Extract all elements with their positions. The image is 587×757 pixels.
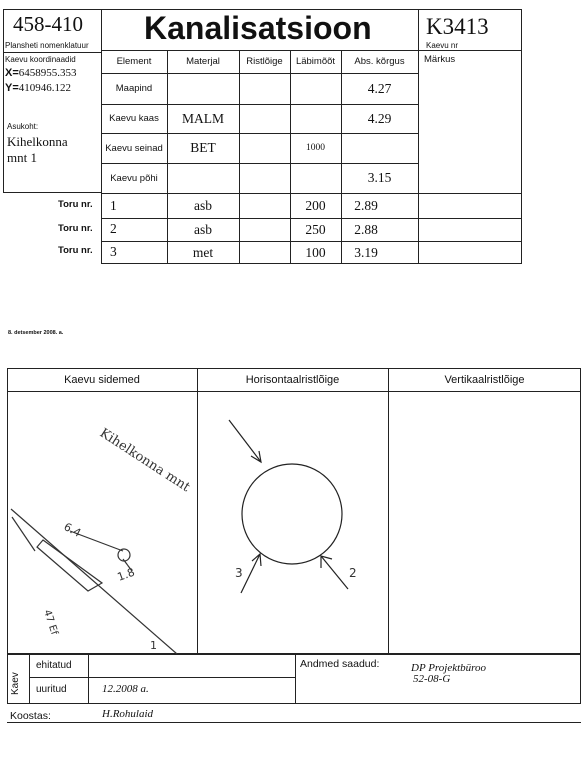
divider (295, 654, 296, 704)
divider (388, 368, 389, 654)
x-label: X= (5, 67, 19, 79)
row-element: Maapind (115, 83, 153, 94)
y-label: Y= (5, 82, 19, 94)
header-remarks: Märkus (424, 54, 456, 65)
pipe-1-label: 1 (150, 639, 157, 652)
row-diameter: 1000 (306, 143, 325, 153)
well-circle (242, 464, 342, 564)
street-line (11, 509, 177, 654)
divider (3, 52, 102, 53)
compiled-value: H.Rohulaid (102, 708, 154, 720)
street-name: Kihelkonna mnt (96, 425, 193, 496)
row-element: Kaevu seinad (105, 142, 163, 154)
header-material: Materjal (186, 56, 220, 67)
pipe-height: 3.19 (354, 244, 378, 260)
pipe-material: asb (194, 221, 212, 237)
data-source-label: Andmed saadud: (300, 658, 380, 670)
pipe-arrow-2 (321, 556, 348, 589)
divider (7, 722, 581, 723)
row-height: 4.27 (367, 80, 392, 96)
street-line (12, 517, 35, 551)
pipe-diameter: 100 (305, 244, 326, 260)
pipe-material: met (192, 244, 214, 260)
well-number-label: Kaevu nr (426, 41, 459, 50)
row-element: Kaevu kaas (109, 113, 159, 124)
data-source-code: 52-08-G (413, 673, 451, 685)
pipe-height: 2.88 (354, 221, 378, 237)
row-element: Kaevu põhi (110, 172, 158, 184)
row-material: BET (190, 140, 216, 155)
pipe-number: 2 (110, 221, 117, 236)
panel-title-vertical: Vertikaalristlõige (444, 373, 525, 386)
header-element: Element (116, 56, 152, 67)
pipe-height: 2.89 (354, 197, 378, 213)
column-line (418, 9, 419, 264)
horizontal-section-sketch (197, 391, 388, 654)
pipe-diameter: 250 (305, 221, 326, 237)
date-note: 8. detsember 2008. a. (8, 330, 64, 336)
header-section: Ristlõige (246, 56, 283, 67)
location-label: Asukoht: (7, 122, 39, 131)
pipe-label: Toru nr. (58, 245, 93, 256)
pipe-number: 1 (110, 198, 117, 213)
divider (29, 654, 30, 704)
surveyed-value: 12.2008 a. (102, 683, 149, 695)
y-value: 410946.122 (18, 82, 72, 94)
header-height: Abs. kõrgus (354, 56, 405, 67)
pipe-material: asb (194, 197, 212, 213)
pipe-3-label: 3 (235, 566, 243, 580)
pipe-diameter: 200 (305, 197, 326, 213)
column-line (239, 50, 240, 264)
dimension-2: 1.8 (115, 565, 137, 584)
well-symbol (118, 549, 130, 561)
footer-frame (7, 654, 581, 704)
kaev-label: Kaev (10, 672, 21, 695)
building-outline (37, 540, 102, 591)
location-line1: Kihelkonna (7, 134, 68, 149)
built-label: ehitatud (36, 660, 72, 671)
sheet-number-label: Plansheti nomenklatuur (5, 41, 89, 50)
compiled-label: Koostas: (10, 710, 51, 722)
row-height: 3.15 (367, 170, 392, 185)
row-height: 4.29 (367, 110, 392, 126)
location-line2: mnt 1 (7, 150, 37, 165)
pipe-2-label: 2 (349, 566, 357, 580)
divider (29, 677, 295, 678)
page-title: Kanalisatsioon (144, 10, 372, 46)
pipe-arrow-3 (241, 554, 260, 593)
panel-title-horizontal: Horisontaalristlõige (245, 373, 340, 386)
well-number: K3413 (426, 14, 489, 39)
dimension-1: 6.4 (61, 520, 84, 540)
coordinates-label: Kaevu koordinaadid (5, 55, 76, 64)
side-note: 47 Ef (41, 608, 60, 637)
pipe-label: Toru nr. (58, 223, 93, 234)
sheet-number: 458-410 (13, 12, 83, 36)
pipe-label: Toru nr. (58, 199, 93, 210)
x-value: 6458955.353 (18, 67, 77, 79)
divider (88, 654, 89, 704)
header-diameter: Läbimõõt (295, 56, 336, 67)
data-source-company: DP Projektbüroo (411, 662, 487, 674)
x-coordinate (5, 67, 77, 79)
y-coordinate (5, 82, 71, 94)
panel-title-connections: Kaevu sidemed (64, 373, 140, 386)
connections-sketch (7, 391, 197, 654)
pipe-number: 3 (110, 244, 117, 259)
row-material: MALM (181, 110, 224, 126)
surveyed-label: uuritud (36, 684, 67, 695)
pipe-arrow-1 (229, 420, 261, 462)
